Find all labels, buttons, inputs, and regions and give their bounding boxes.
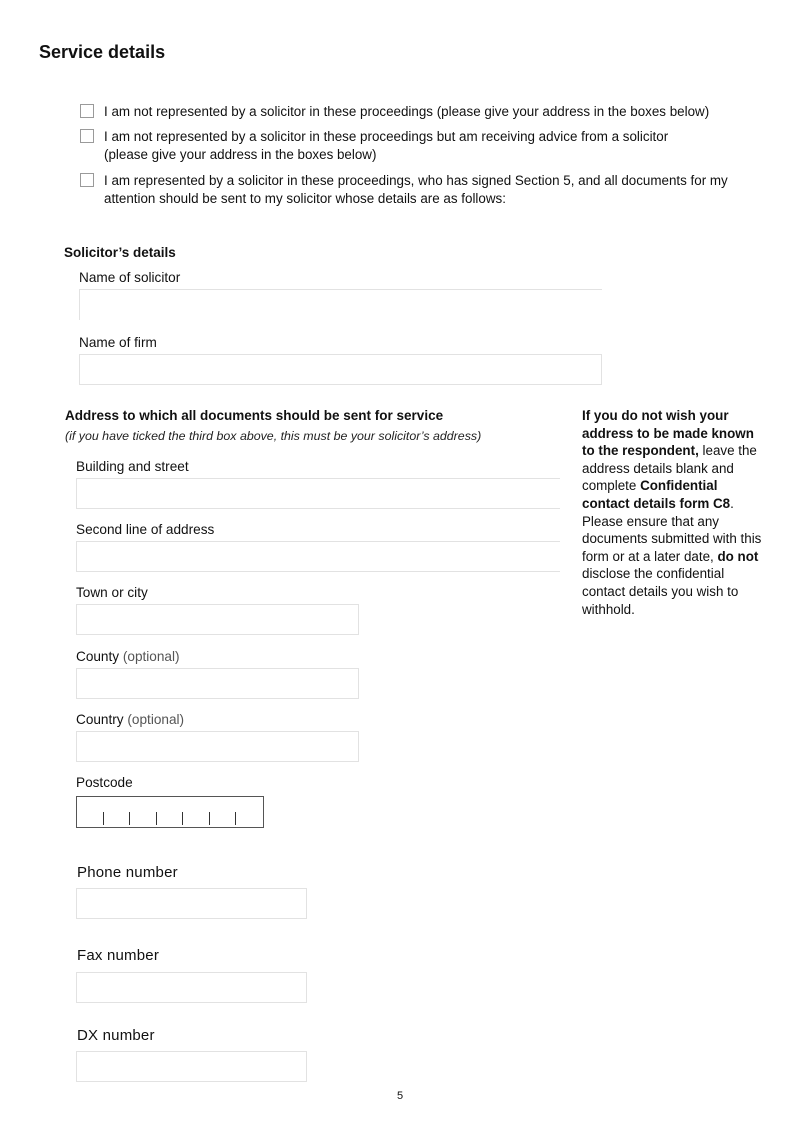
building-street-field[interactable] (76, 478, 560, 509)
note-text: . Please ensure that any documents submitted with this form or at a later date, (582, 495, 762, 564)
option-label (104, 172, 754, 208)
dx-field[interactable] (76, 1051, 307, 1082)
option-label-line1: I am not represented by a solicitor in these proceedings but am receiving advice from a solicitor (104, 129, 669, 144)
note-text: disclose the confidential contact details you wish to withhold. (582, 566, 739, 617)
fax-label: Fax number (77, 947, 160, 964)
checkbox[interactable] (80, 104, 94, 118)
checkbox[interactable] (80, 129, 94, 143)
page-number: 5 (396, 1090, 404, 1102)
confidentiality-note (582, 407, 762, 618)
fax-field[interactable] (76, 972, 307, 1003)
checkbox[interactable] (80, 173, 94, 187)
note-bold-intro: If you do not wish your address to be made known to the respondent, (582, 408, 754, 459)
building-street-label: Building and street (76, 459, 189, 474)
postcode-divider (209, 812, 210, 825)
country-label (76, 712, 184, 727)
county-label-text: County (76, 649, 120, 664)
solicitor-name-field[interactable] (79, 289, 602, 320)
dx-label: DX number (77, 1027, 155, 1044)
country-label-text: Country (76, 712, 124, 727)
postcode-divider (103, 812, 104, 825)
option-label-line2: (please give your address in the boxes below) (104, 147, 377, 162)
option-label: I am not represented by a solicitor in these proceedings (please give your address in the boxes below) (104, 104, 710, 119)
town-city-field[interactable] (76, 604, 359, 635)
postcode-divider (182, 812, 183, 825)
phone-label: Phone number (77, 864, 178, 881)
postcode-divider (235, 812, 236, 825)
page-title: Service details (39, 42, 166, 62)
town-city-label: Town or city (76, 585, 148, 600)
firm-name-field[interactable] (79, 354, 602, 385)
postcode-field[interactable] (76, 796, 264, 828)
optional-tag: (optional) (122, 649, 180, 664)
note-text: leave the address details blank and complete (582, 443, 757, 494)
postcode-divider (156, 812, 157, 825)
option-label-line1: I am represented by a solicitor in these proceedings, who has signed Section 5, and all documents for my (104, 173, 728, 188)
note-do-not: do not (717, 548, 759, 564)
second-line-label: Second line of address (76, 522, 215, 537)
note-form-c8: Confidential contact details form C8 (582, 478, 731, 511)
county-field[interactable] (76, 668, 359, 699)
second-line-field[interactable] (76, 541, 560, 572)
firm-name-label: Name of firm (79, 335, 157, 350)
option-label-line2: attention should be sent to my solicitor whose details are as follows: (104, 191, 506, 206)
option-label (104, 128, 754, 164)
optional-tag: (optional) (127, 712, 185, 727)
solicitor-details-heading: Solicitor’s details (64, 245, 176, 260)
address-note: (if you have ticked the third box above, this must be your solicitor’s address) (65, 429, 482, 443)
solicitor-name-label: Name of solicitor (79, 270, 181, 285)
phone-field[interactable] (76, 888, 307, 919)
postcode-label: Postcode (76, 775, 133, 790)
address-heading: Address to which all documents should be sent for service (65, 408, 444, 423)
postcode-divider (129, 812, 130, 825)
county-label (76, 649, 180, 664)
country-field[interactable] (76, 731, 359, 762)
